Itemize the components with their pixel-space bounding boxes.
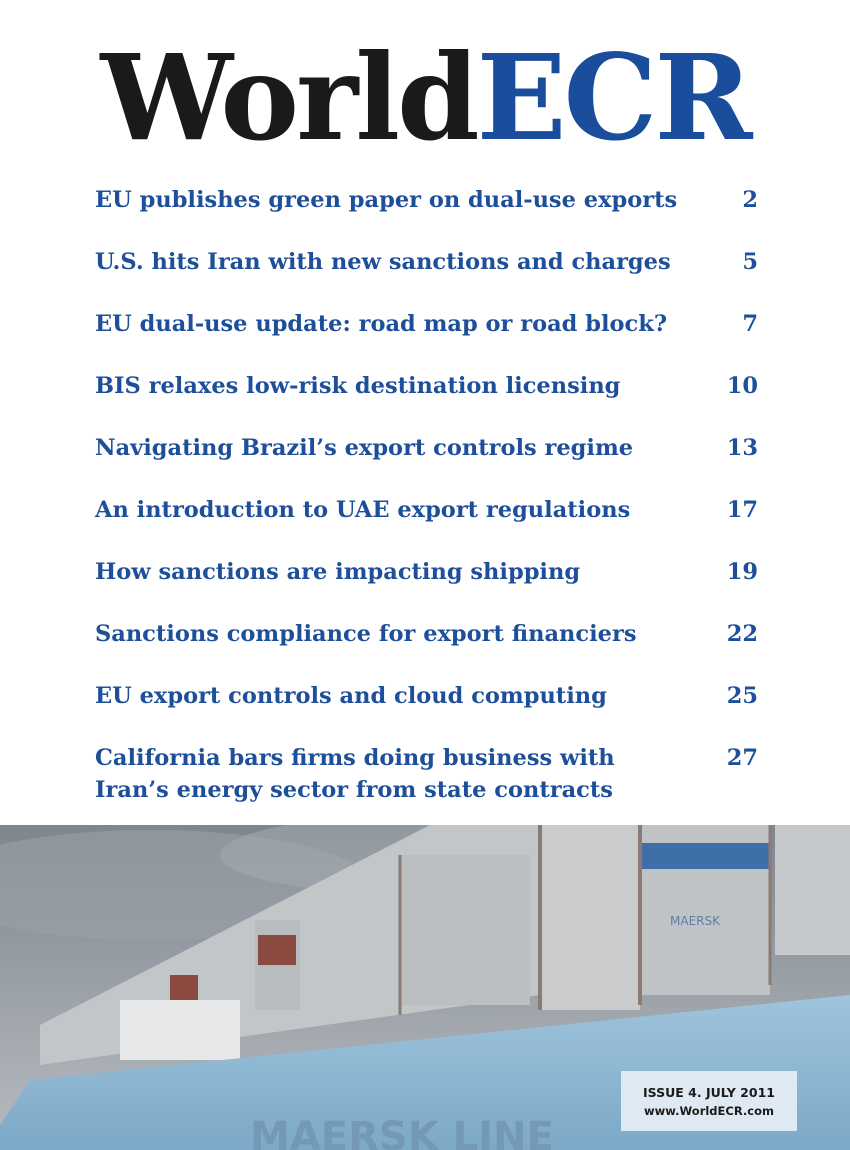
- toc-entry-title[interactable]: California bars firms doing business with Iran’s energy sector from state contracts: [95, 745, 615, 803]
- masthead-logo: [0, 28, 850, 168]
- toc-entry-page: 22: [726, 621, 758, 647]
- container-logo: MAERSK: [670, 914, 720, 928]
- toc-entry[interactable]: [95, 184, 760, 216]
- toc-entry-page: 17: [726, 497, 758, 523]
- toc-entry-title[interactable]: An introduction to UAE export regulations: [95, 497, 631, 523]
- toc-entry[interactable]: [95, 680, 760, 712]
- toc-entry-title[interactable]: Navigating Brazil’s export controls regime: [95, 435, 634, 461]
- toc-entry[interactable]: [95, 432, 760, 464]
- white-containers: [120, 1000, 240, 1060]
- toc-entry-page: 5: [742, 249, 758, 275]
- toc-entry-title[interactable]: EU dual-use update: road map or road block?: [95, 311, 668, 337]
- toc-entry-page: 10: [726, 373, 758, 399]
- toc-entry-page: 19: [726, 559, 758, 585]
- toc-entry[interactable]: [95, 370, 760, 402]
- toc-entry-title[interactable]: Sanctions compliance for export financiers: [95, 621, 637, 647]
- container-stack: [775, 825, 850, 955]
- issue-label: ISSUE 4. JULY 2011: [643, 1085, 775, 1100]
- toc-entry[interactable]: [95, 618, 760, 650]
- container-stack: [400, 855, 530, 1005]
- toc-entry-title[interactable]: How sanctions are impacting shipping: [95, 559, 581, 585]
- red-container: [258, 935, 296, 965]
- toc-entry-title[interactable]: EU export controls and cloud computing: [95, 683, 607, 709]
- website-link[interactable]: www.WorldECR.com: [644, 1104, 774, 1118]
- container-stack: [540, 825, 640, 1010]
- toc-entry[interactable]: [95, 556, 760, 588]
- toc-entry[interactable]: [95, 246, 760, 278]
- table-of-contents: [95, 184, 760, 803]
- toc-entry-title[interactable]: U.S. hits Iran with new sanctions and charges: [95, 249, 671, 275]
- toc-entry-page: 13: [726, 435, 758, 461]
- toc-entry-page: 25: [726, 683, 758, 709]
- masthead-ecr: ECR: [476, 28, 750, 167]
- toc-entry-page: 7: [742, 311, 758, 337]
- masthead-world: World: [100, 28, 477, 167]
- toc-entry[interactable]: [95, 494, 760, 526]
- toc-entry[interactable]: [95, 308, 760, 340]
- toc-entry-title[interactable]: EU publishes green paper on dual-use exports: [95, 187, 678, 213]
- hull-text: MAERSK LINE: [250, 1114, 554, 1150]
- blue-container: [640, 843, 770, 869]
- toc-entry-page: 2: [742, 187, 758, 213]
- issue-info-box: [621, 1071, 797, 1131]
- toc-entry-page: 27: [726, 745, 758, 771]
- toc-entry[interactable]: [95, 742, 760, 806]
- toc-entry-title[interactable]: BIS relaxes low-risk destination licensing: [95, 373, 621, 399]
